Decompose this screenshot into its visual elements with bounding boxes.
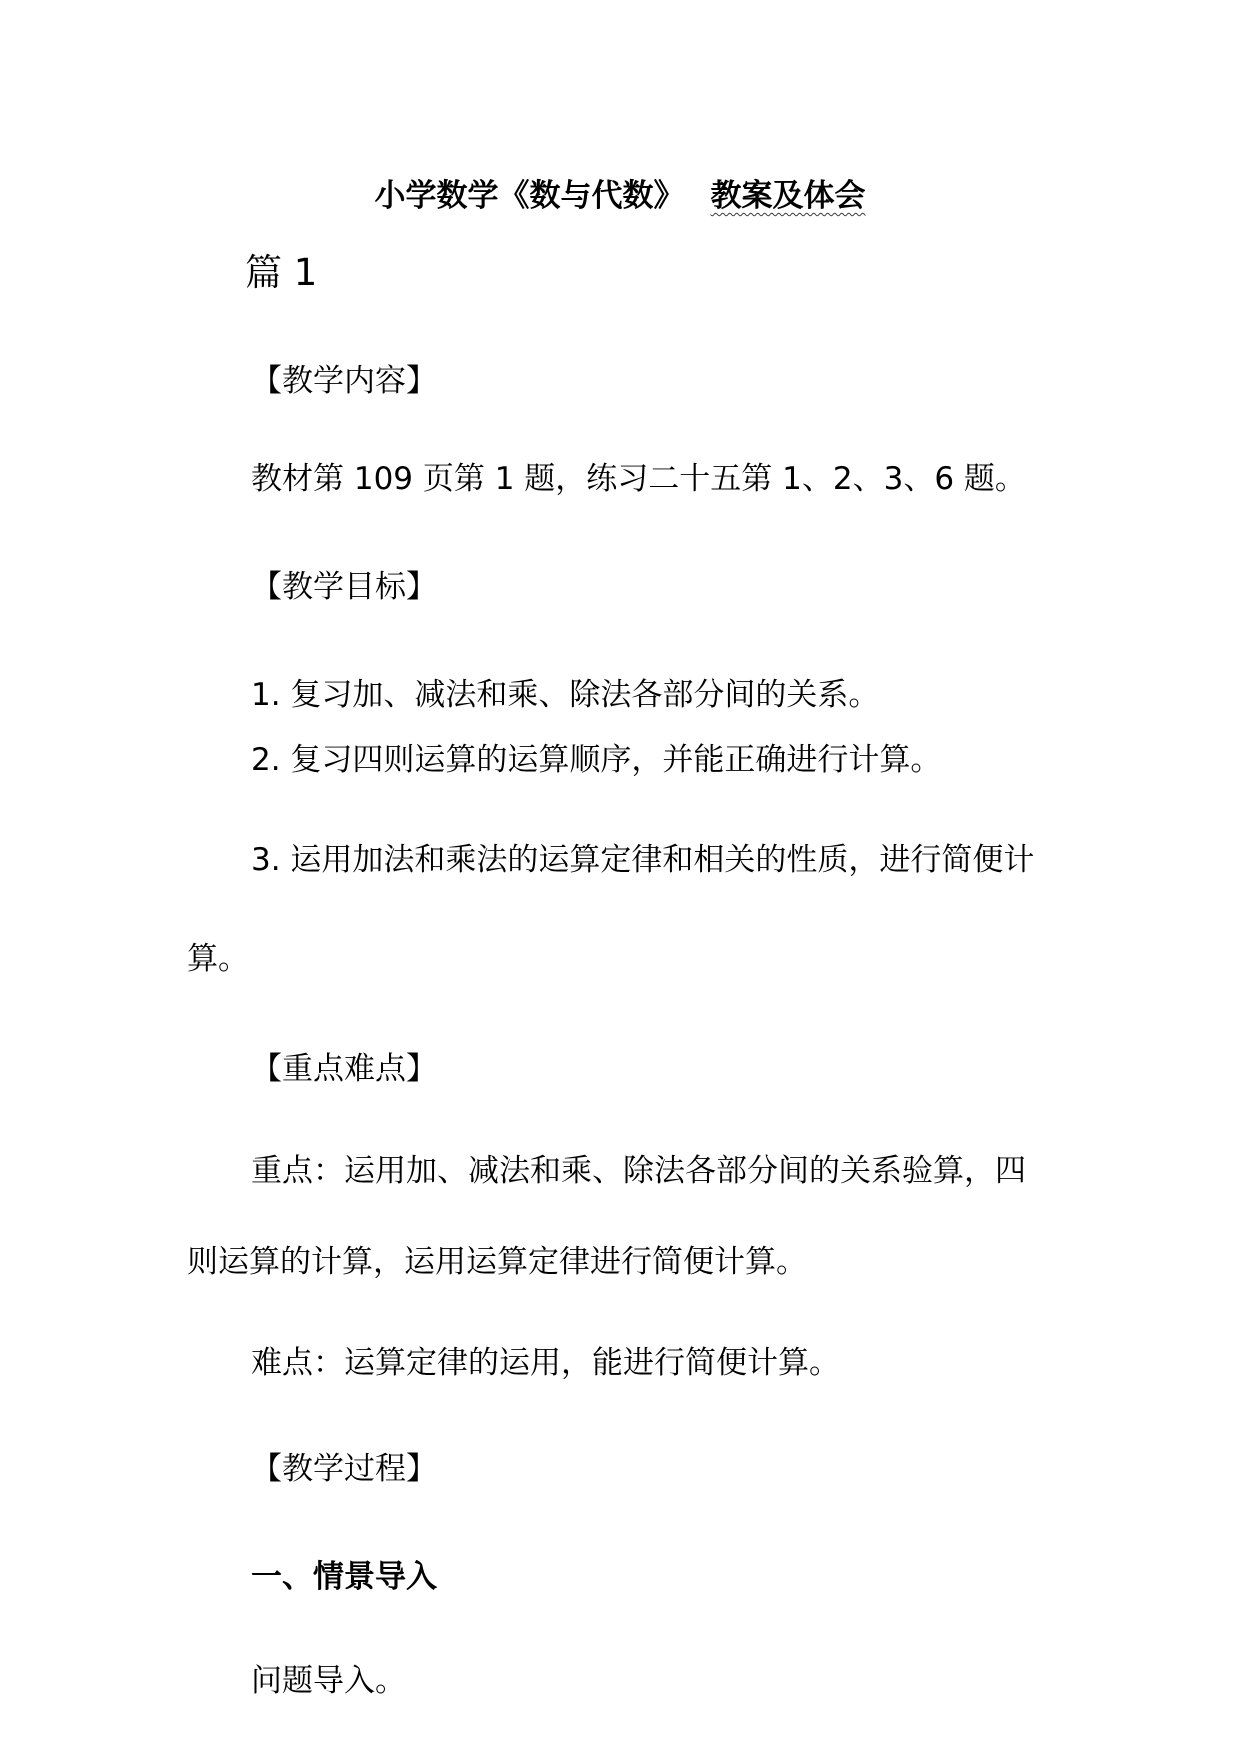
title-sub: 教案及体会 [710, 178, 866, 214]
title-main: 小学数学《数与代数》 [374, 178, 685, 214]
document-title [0, 176, 1240, 216]
key-point-line-2: 则运算的计算，运用运算定律进行简便计算。 [187, 1244, 807, 1280]
goal-item-1: 1. 复习加、减法和乘、除法各部分间的关系。 [251, 677, 880, 713]
goal-item-3-line-1: 3. 运用加法和乘法的运算定律和相关的性质，进行简便计 [251, 842, 1035, 878]
heading-teaching-goals: 【教学目标】 [251, 569, 437, 605]
heading-teaching-process: 【教学过程】 [251, 1451, 437, 1487]
section-label: 篇 1 [245, 251, 318, 294]
step-1-text: 问题导入。 [251, 1663, 406, 1699]
key-point-line-1: 重点：运用加、减法和乘、除法各部分间的关系验算，四 [251, 1153, 1026, 1189]
teaching-content-text: 教材第 109 页第 1 题，练习二十五第 1、2、3、6 题。 [251, 461, 1026, 497]
step-1-heading: 一、情景导入 [251, 1559, 437, 1595]
goal-item-2: 2. 复习四则运算的运算顺序，并能正确进行计算。 [251, 742, 942, 778]
heading-key-difficulties: 【重点难点】 [251, 1051, 437, 1087]
difficulty-text: 难点：运算定律的运用，能进行简便计算。 [251, 1345, 840, 1381]
goal-item-3-line-2: 算。 [187, 941, 249, 977]
heading-teaching-content: 【教学内容】 [251, 363, 437, 399]
